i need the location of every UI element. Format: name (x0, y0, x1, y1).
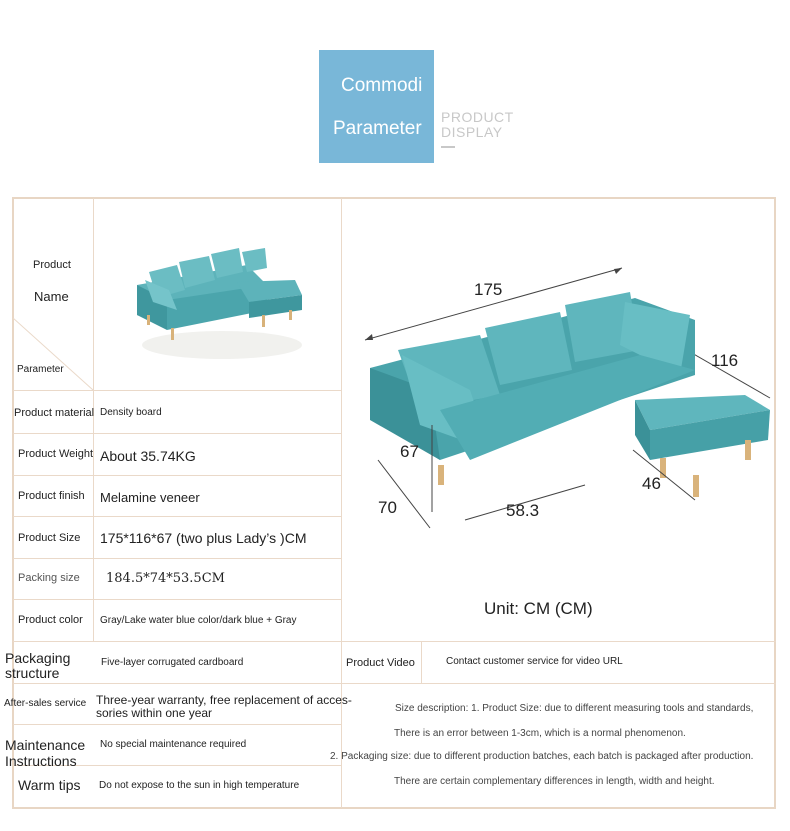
row-value-size: 175*116*67 (two plus Lady’s )CM (100, 530, 307, 546)
row-label-after-sales: After-sales service (4, 698, 87, 709)
row-label-size: Product Size (18, 532, 81, 544)
row-value-after-sales (96, 694, 352, 720)
row-label-finish: Product finish (18, 490, 85, 502)
row-value-material: Density board (100, 407, 162, 418)
dim-ottoman: 46 (642, 474, 661, 493)
row-label-packaging: Packaging structure (5, 650, 71, 681)
row-label-maintenance: Maintenance Instructions (5, 737, 86, 769)
sofa-dimension-diagram (350, 260, 780, 530)
dim-seat-depth: 70 (378, 498, 397, 517)
row-label-packing-size: Packing size (18, 572, 80, 584)
header-banner (319, 50, 434, 163)
row-value-finish: Melamine veneer (100, 490, 200, 505)
after-sales-line2: sories within one year (96, 706, 213, 720)
note-line-3: 2. Packaging size: due to different production batches, each batch is packaged after production. (330, 751, 754, 762)
row-value-packaging: Five-layer corrugated cardboard (101, 657, 244, 668)
dim-height: 67 (400, 442, 419, 461)
product-video-label: Product Video (346, 657, 415, 669)
name-label: Name (34, 289, 69, 304)
dim-length: 175 (474, 280, 503, 299)
sofa-thumbnail-image (127, 210, 305, 375)
header-subtitle (441, 110, 514, 140)
header-title-line1: Commodi (341, 75, 423, 96)
note-line-4: There are certain complementary differences in length, width and height. (394, 776, 715, 787)
header-cell-diagonal (13, 318, 94, 391)
sofa-dimension-svg (350, 260, 780, 530)
row-label-material: Product material (14, 407, 95, 419)
note-line-2: There is an error between 1-3cm, which is a normal phenomenon. (394, 728, 686, 739)
row-value-maintenance: No special maintenance required (100, 739, 247, 750)
dim-seat-width: 58.3 (506, 501, 540, 520)
header-subtitle-line1: PRODUCT (441, 109, 514, 125)
product-label: Product (33, 259, 71, 271)
header-divider (441, 146, 455, 148)
dim-depth: 116 (711, 351, 739, 370)
row-value-warm-tips: Do not expose to the sun in high temperature (99, 780, 300, 791)
unit-text: Unit: CM (CM) (484, 599, 593, 618)
after-sales-line1: Three-year warranty, free replacement of acces- (96, 693, 352, 707)
product-video-value[interactable]: Contact customer service for video URL (446, 656, 623, 667)
note-line-1: Size description: 1. Product Size: due to different measuring tools and standards, (395, 703, 754, 714)
row-label-color: Product color (18, 614, 83, 626)
header-title-line2: Parameter (333, 118, 422, 139)
header-subtitle-line2: DISPLAY (441, 124, 503, 140)
row-value-weight: About 35.74KG (100, 448, 196, 464)
row-value-color: Gray/Lake water blue color/dark blue + Gray (100, 615, 297, 626)
row-value-packing-size: 184.5*74*53.5CM (106, 571, 225, 586)
row-label-warm-tips: Warm tips (18, 777, 81, 793)
parameter-label: Parameter (17, 364, 64, 375)
row-label-weight: Product Weight (18, 448, 94, 460)
